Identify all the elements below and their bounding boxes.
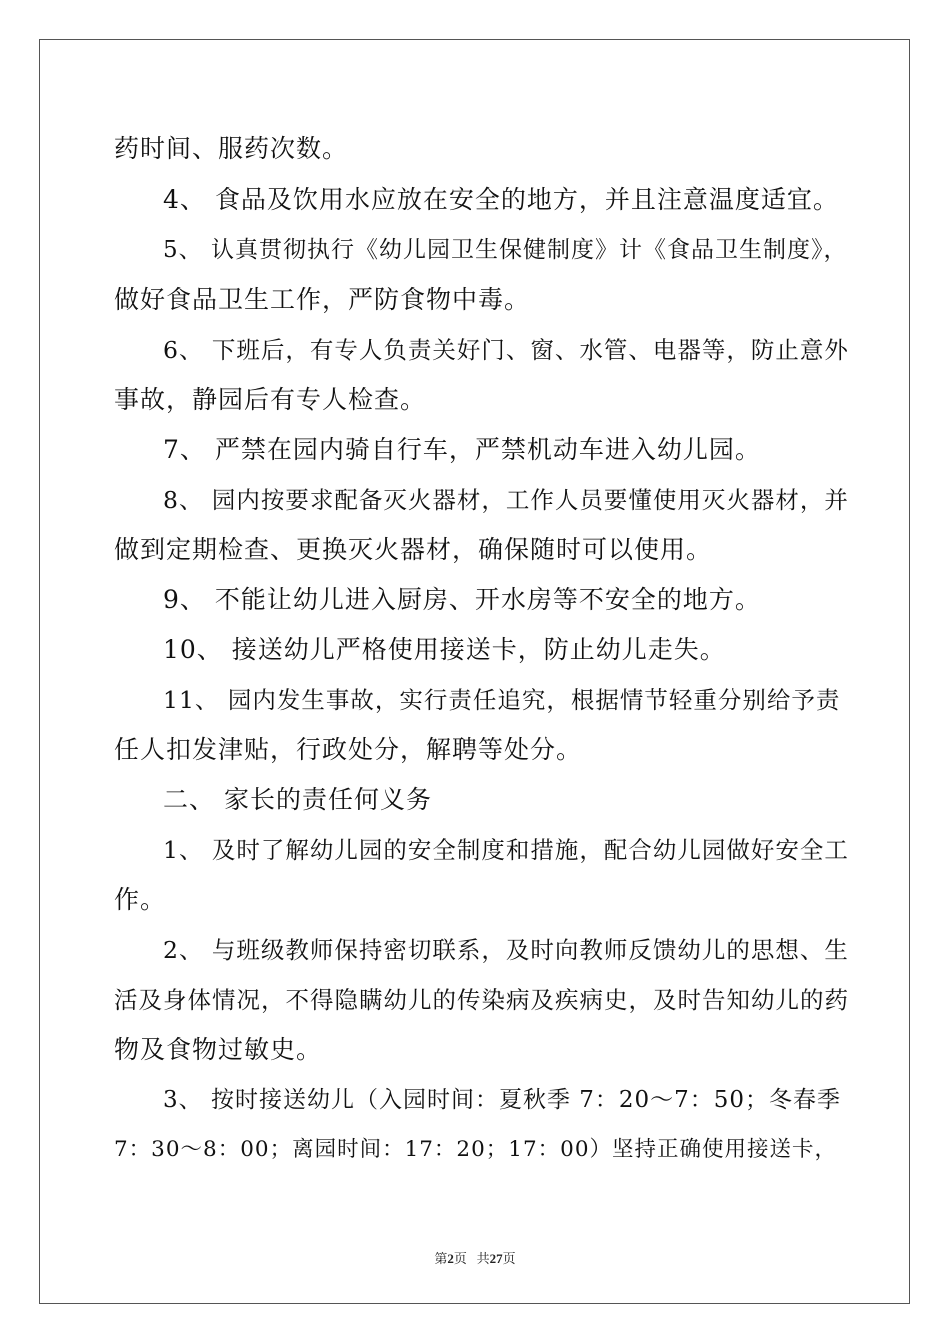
text-line-17: 2、 与班级教师保持密切联系，及时向教师反馈幼儿的思想、生 [163,936,849,964]
text-line-21: 7：30～8：00；离园时间：17：20；17：00）坚持正确使用接送卡， [114,1137,838,1162]
text-line-8: 8、 园内按要求配备灭火器材，工作人员要懂使用灭火器材，并 [163,486,849,514]
text-line-19: 物及食物过敏史。 [114,1035,323,1064]
section-heading: 二、 家长的责任何义务 [163,785,432,814]
text-line-12: 11、 园内发生事故，实行责任追究，根据情节轻重分别给予责 [163,686,841,714]
footer-total-pages: 27 [489,1251,503,1266]
text-line-3: 5、 认真贯彻执行《幼儿园卫生保健制度》计《食品卫生制度》， [163,237,848,263]
text-line-10: 9、 不能让幼儿进入厨房、开水房等不安全的地方。 [163,585,761,614]
text-line-4: 做好食品卫生工作，严防食物中毒。 [114,285,531,314]
text-line-15: 1、 及时了解幼儿园的安全制度和措施，配合幼儿园做好安全工 [163,836,849,864]
text-line-20: 3、 按时接送幼儿（入园时间：夏秋季 7：20～7：50；冬春季 [163,1087,842,1113]
text-line-7: 7、 严禁在园内骑自行车，严禁机动车进入幼儿园。 [163,435,761,464]
text-line-2: 4、 食品及饮用水应放在安全的地方，并且注意温度适宜。 [163,185,839,214]
text-line-13: 任人扣发津贴，行政处分，解聘等处分。 [114,735,583,764]
text-line-11: 10、 接送幼儿严格使用接送卡，防止幼儿走失。 [163,635,726,664]
footer-suffix: 页 [502,1251,516,1266]
footer-middle: 页 共 [453,1251,490,1266]
text-line-9: 做到定期检查、更换灭火器材，确保随时可以使用。 [114,535,713,564]
text-line-18: 活及身体情况，不得隐瞒幼儿的传染病及疾病史，及时告知幼儿的药 [114,986,849,1014]
footer-prefix: 第 [434,1251,448,1266]
text-line-1: 药时间、服药次数。 [114,134,349,163]
page-footer [0,1248,950,1267]
footer-page-number: 2 [447,1251,454,1266]
text-line-16: 作。 [114,885,167,914]
text-line-5: 6、 下班后，有专人负责关好门、窗、水管、电器等，防止意外 [163,336,849,364]
text-line-6: 事故，静园后有专人检查。 [114,385,427,414]
